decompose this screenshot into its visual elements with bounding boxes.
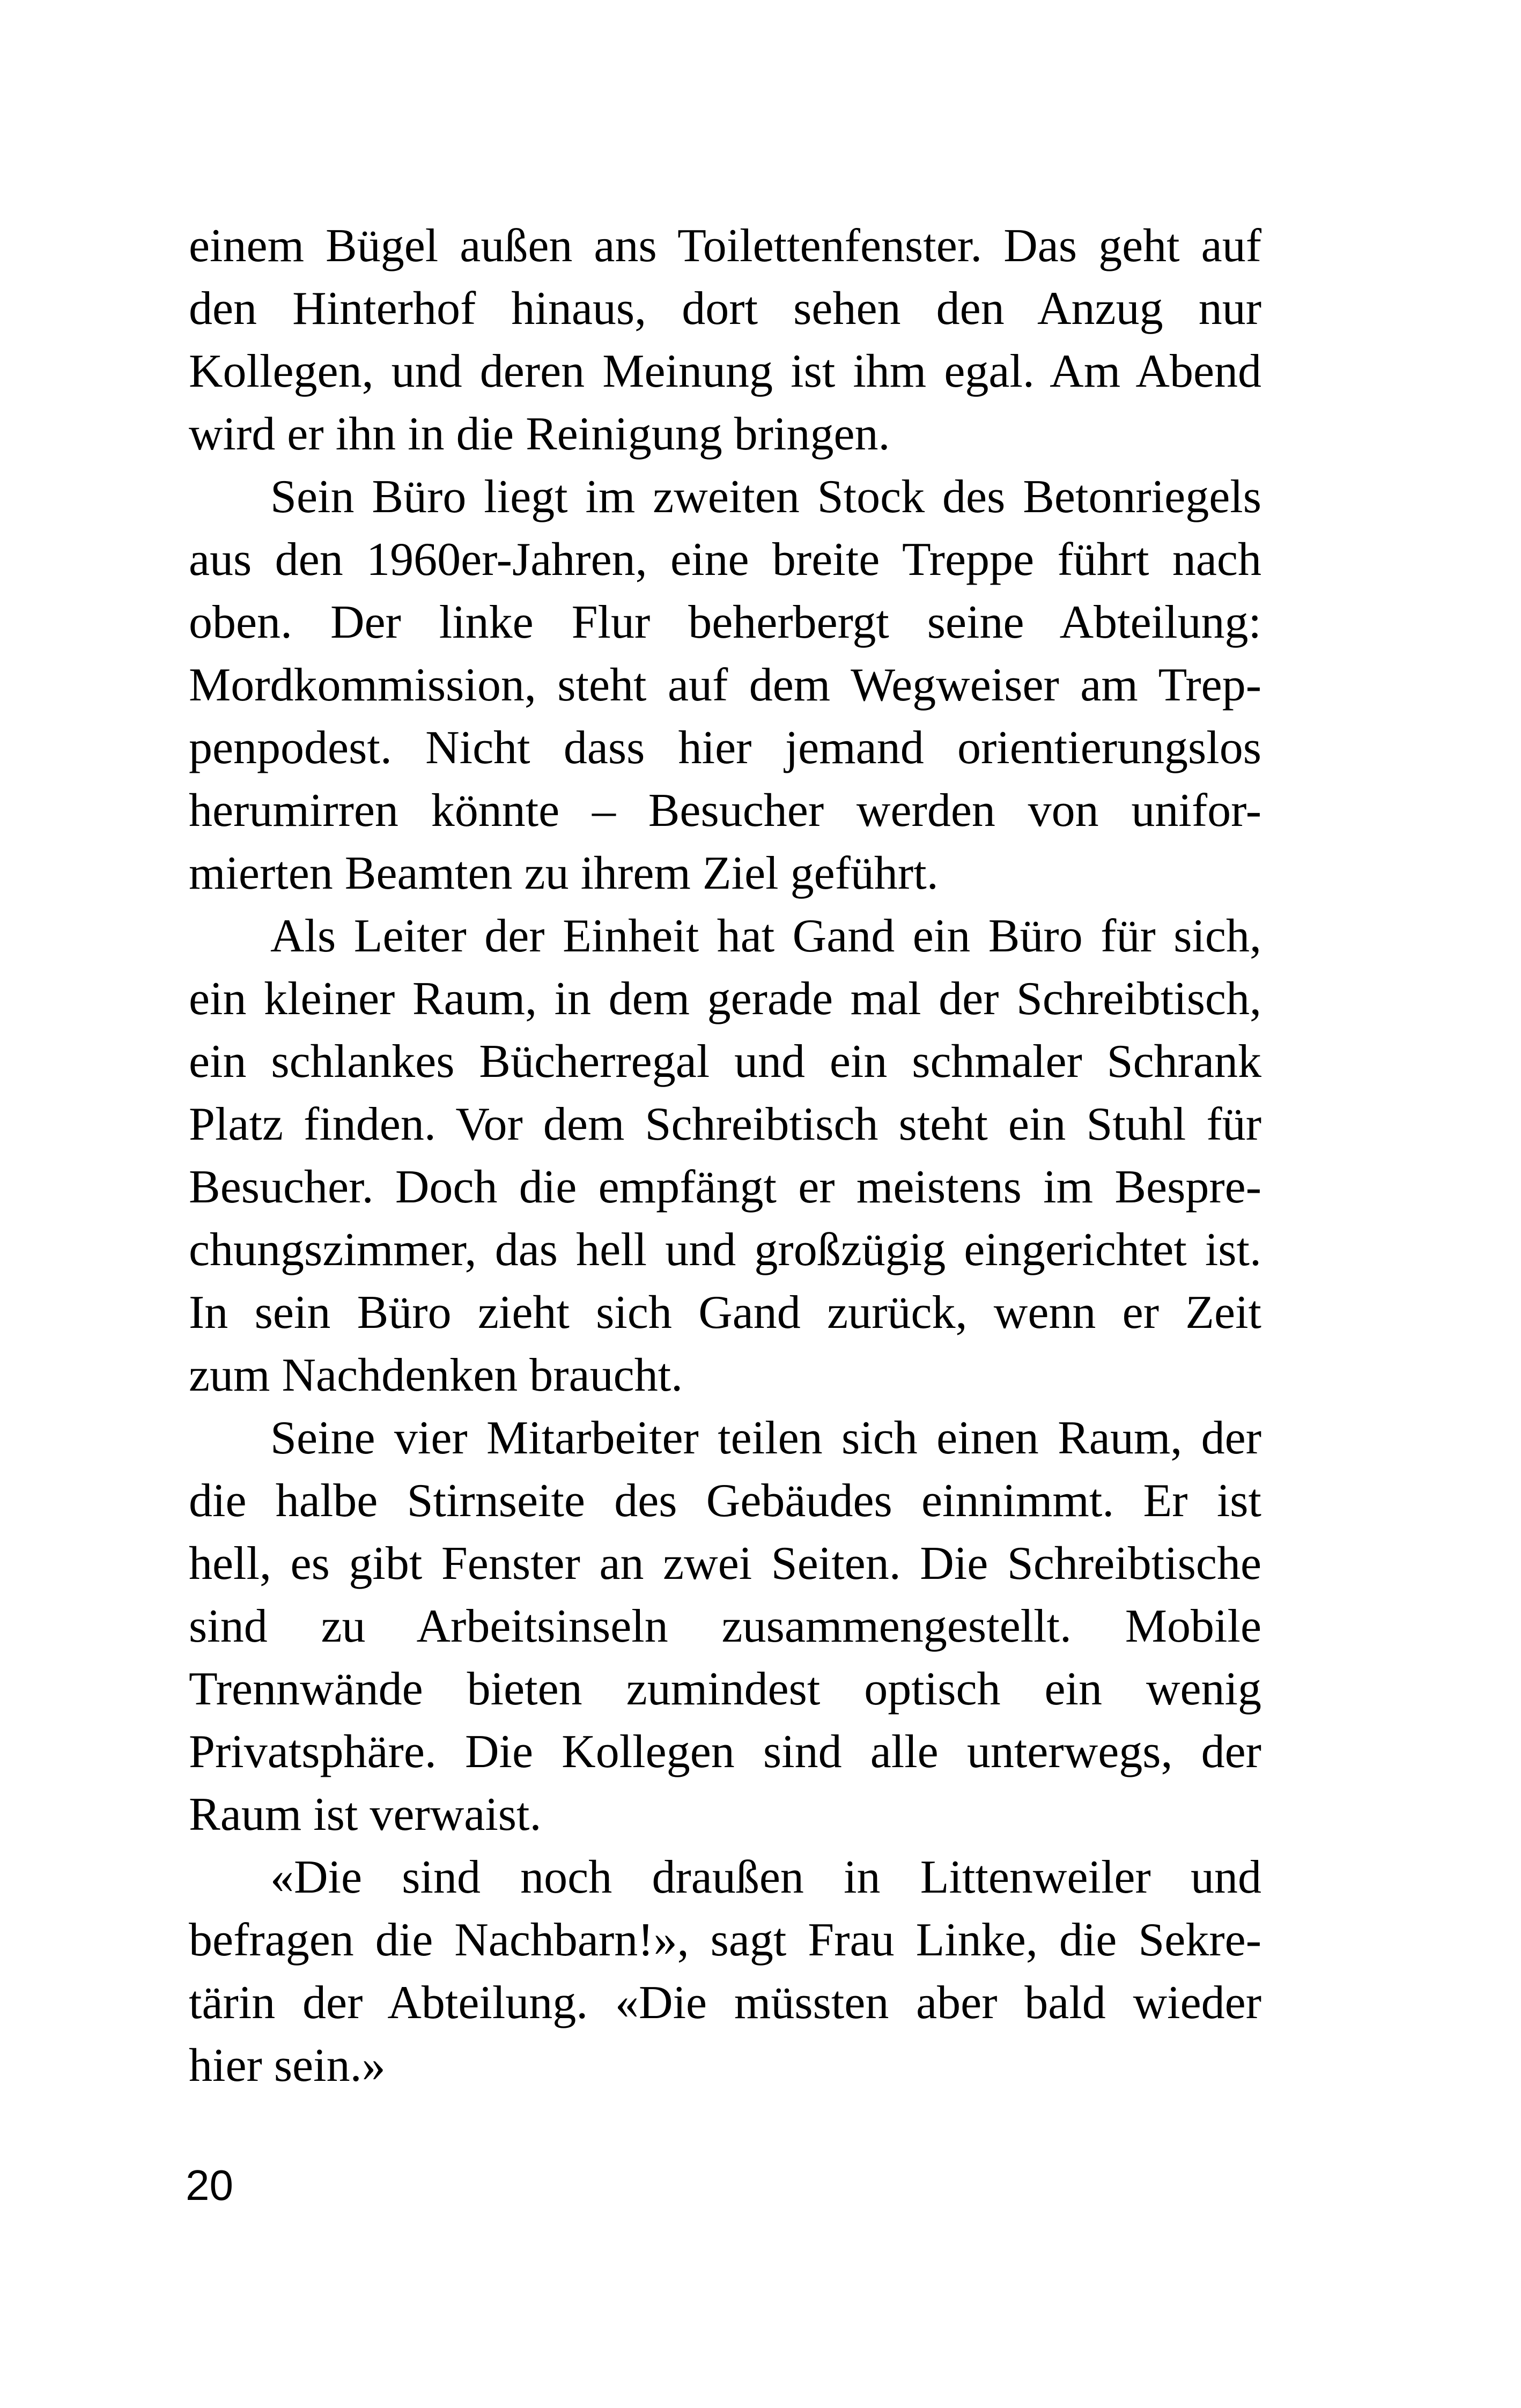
text-line: sind zu Arbeitsinseln zusammengestellt. Mobile — [189, 1600, 1261, 1652]
text-line: befragen die Nachbarn!», sagt Frau Linke, die Sekre- — [189, 1914, 1261, 1966]
text-line: hell, es gibt Fenster an zwei Seiten. Die Schreibtische — [189, 1538, 1261, 1590]
text-line: Raum ist verwaist. — [189, 1789, 542, 1841]
text-line: oben. Der linke Flur beherbergt seine Abteilung: — [189, 596, 1261, 648]
text-line: wird er ihn in die Reinigung bringen. — [189, 408, 890, 460]
body-text — [189, 215, 1261, 2097]
page-number: 20 — [186, 2161, 233, 2209]
text-line: mierten Beamten zu ihrem Ziel geführt. — [189, 847, 939, 899]
text-line: den Hinterhof hinaus, dort sehen den Anzug nur — [189, 283, 1261, 335]
text-line: zum Nachdenken braucht. — [189, 1349, 683, 1401]
text-line: In sein Büro zieht sich Gand zurück, wenn er Zeit — [189, 1287, 1261, 1339]
text-line: Seine vier Mitarbeiter teilen sich einen Raum, der — [270, 1412, 1261, 1464]
text-line: chungszimmer, das hell und großzügig eingerichtet ist. — [189, 1224, 1261, 1276]
text-line: Als Leiter der Einheit hat Gand ein Büro für sich, — [270, 910, 1261, 962]
text-line: aus den 1960er-Jahren, eine breite Treppe führt nach — [189, 534, 1261, 586]
text-line: herumirren könnte – Besucher werden von unifor- — [189, 785, 1261, 837]
text-line: Privatsphäre. Die Kollegen sind alle unterwegs, der — [189, 1726, 1261, 1778]
text-line: Platz finden. Vor dem Schreibtisch steht ein Stuhl für — [189, 1098, 1261, 1150]
text-line: Kollegen, und deren Meinung ist ihm egal. Am Abend — [189, 345, 1261, 397]
text-line: tärin der Abteilung. «Die müssten aber bald wieder — [189, 1977, 1261, 2029]
text-line: Mordkommission, steht auf dem Wegweiser am Trep- — [189, 659, 1261, 711]
text-line: Trennwände bieten zumindest optisch ein wenig — [189, 1663, 1261, 1715]
text-line: die halbe Stirnseite des Gebäudes einnimmt. Er ist — [189, 1475, 1261, 1527]
text-line: «Die sind noch draußen in Littenweiler und — [270, 1851, 1261, 1903]
text-line: ein schlankes Bücherregal und ein schmaler Schrank — [189, 1036, 1261, 1088]
text-line: ein kleiner Raum, in dem gerade mal der Schreibtisch, — [189, 973, 1261, 1025]
text-line: penpodest. Nicht dass hier jemand orientierungslos — [189, 722, 1261, 774]
text-line: Besucher. Doch die empfängt er meistens im Bespre- — [189, 1161, 1261, 1213]
text-line: Sein Büro liegt im zweiten Stock des Betonriegels — [270, 471, 1261, 523]
text-line: einem Bügel außen ans Toilettenfenster. Das geht auf — [189, 220, 1261, 272]
text-line: hier sein.» — [189, 2040, 386, 2092]
